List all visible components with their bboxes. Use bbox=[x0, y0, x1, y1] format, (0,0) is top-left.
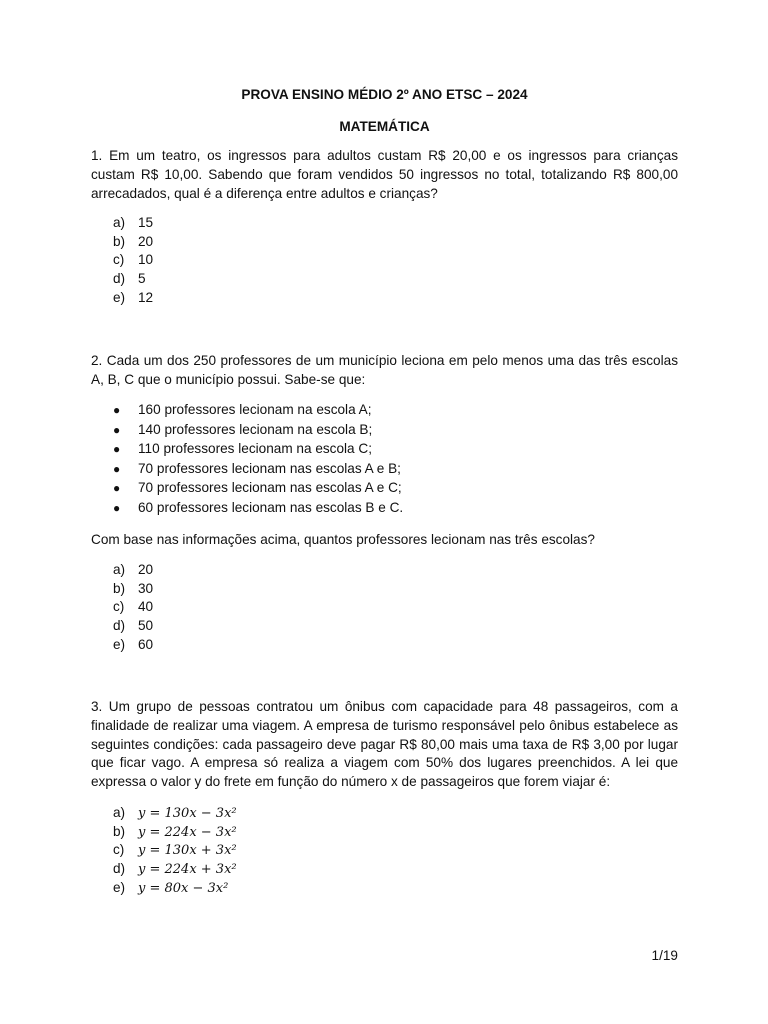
page-number: 1/19 bbox=[651, 948, 678, 963]
fact-text: 70 professores lecionam nas escolas A e C; bbox=[138, 480, 402, 496]
option-formula: y = 130x + 3x² bbox=[138, 843, 237, 859]
option-letter: d) bbox=[113, 618, 126, 634]
bullet-icon: ● bbox=[113, 500, 121, 515]
question-2-text: 2. Cada um dos 250 professores de um município leciona em pelo menos uma das três escolas A, B, C que o município possui. Sabe-se que: bbox=[91, 353, 678, 387]
option-item bbox=[113, 214, 153, 233]
bullet-icon: ● bbox=[113, 403, 121, 417]
question-1-options bbox=[113, 214, 153, 307]
option-text: 50 bbox=[138, 618, 154, 634]
question-2-followup: Com base nas informações acima, quantos professores lecionam nas três escolas? bbox=[91, 532, 595, 547]
bullet-icon: ● bbox=[113, 481, 121, 496]
option-text: 12 bbox=[138, 289, 154, 305]
fact-text: 140 professores lecionam na escola B; bbox=[138, 421, 373, 437]
fact-text: 110 professores lecionam na escola C; bbox=[138, 441, 372, 457]
option-item bbox=[113, 823, 237, 842]
option-item bbox=[113, 598, 153, 617]
option-item bbox=[113, 233, 153, 252]
option-item bbox=[113, 251, 153, 270]
option-item bbox=[113, 879, 237, 898]
option-letter: b) bbox=[113, 233, 126, 249]
fact-item bbox=[113, 479, 403, 499]
option-formula: y = 224x + 3x² bbox=[138, 862, 237, 878]
exam-title: PROVA ENSINO MÉDIO 2º ANO ETSC – 2024 bbox=[241, 87, 528, 102]
option-letter: d) bbox=[113, 271, 126, 287]
option-item bbox=[113, 804, 237, 823]
option-letter: c) bbox=[113, 842, 125, 858]
question-3-options bbox=[113, 804, 237, 897]
subject-heading: MATEMÁTICA bbox=[339, 119, 430, 134]
fact-item bbox=[113, 401, 403, 421]
option-item bbox=[113, 289, 153, 308]
option-item bbox=[113, 860, 237, 879]
option-letter: d) bbox=[113, 861, 126, 877]
option-item bbox=[113, 561, 153, 580]
option-letter: b) bbox=[113, 823, 126, 839]
option-text: 20 bbox=[138, 562, 154, 577]
option-text: 20 bbox=[138, 233, 154, 249]
option-letter: b) bbox=[113, 580, 126, 596]
option-item bbox=[113, 270, 153, 289]
option-letter: a) bbox=[113, 805, 126, 820]
option-formula: y = 130x − 3x² bbox=[138, 806, 237, 821]
option-letter: e) bbox=[113, 636, 126, 652]
option-formula: y = 224x − 3x² bbox=[138, 824, 237, 840]
option-letter: a) bbox=[113, 215, 126, 230]
fact-item bbox=[113, 460, 403, 480]
option-text: 5 bbox=[138, 271, 146, 287]
option-letter: c) bbox=[113, 599, 125, 615]
option-text: 40 bbox=[138, 599, 154, 615]
fact-text: 70 professores lecionam nas escolas A e B; bbox=[138, 460, 401, 476]
option-letter: e) bbox=[113, 289, 126, 305]
fact-text: 160 professores lecionam na escola A; bbox=[138, 402, 372, 417]
bullet-icon: ● bbox=[113, 461, 121, 476]
option-text: 60 bbox=[138, 636, 154, 652]
fact-item bbox=[113, 421, 403, 441]
option-text: 10 bbox=[138, 252, 154, 268]
fact-item bbox=[113, 440, 403, 460]
option-formula: y = 80x − 3x² bbox=[138, 880, 229, 896]
option-item bbox=[113, 841, 237, 860]
option-letter: a) bbox=[113, 562, 126, 577]
fact-item bbox=[113, 499, 403, 519]
option-letter: e) bbox=[113, 879, 126, 895]
option-text: 15 bbox=[138, 215, 154, 230]
option-text: 30 bbox=[138, 580, 154, 596]
option-item bbox=[113, 580, 153, 599]
question-2-options bbox=[113, 561, 153, 654]
fact-text: 60 professores lecionam nas escolas B e C. bbox=[138, 499, 404, 515]
question-2-facts bbox=[113, 401, 403, 519]
option-item bbox=[113, 617, 153, 636]
option-item bbox=[113, 636, 153, 655]
bullet-icon: ● bbox=[113, 442, 121, 457]
option-letter: c) bbox=[113, 252, 125, 268]
question-1-text: 1. Em um teatro, os ingressos para adultos custam R$ 20,00 e os ingressos para crianças custam R$ 10,00. Sabendo que foram vendidos 50 ingressos no total, totalizando R$ 800,00 arrecadados, qual é a diferença entre adultos e crianças? bbox=[91, 148, 678, 201]
bullet-icon: ● bbox=[113, 422, 121, 437]
question-3-text: 3. Um grupo de pessoas contratou um ônibus com capacidade para 48 passageiros, com a finalidade de realizar uma viagem. A empresa de turismo responsável pelo ônibus estabelece as seguintes condições: cada passageiro deve pagar R$ 80,00 mais uma taxa de R$ 3,00 por lugar que ficar vago. A empresa só realiza a viagem com 50% dos lugares preenchidos. A lei que expressa o valor y do frete em função do número x de passageiros que forem viajar é: bbox=[91, 699, 678, 789]
